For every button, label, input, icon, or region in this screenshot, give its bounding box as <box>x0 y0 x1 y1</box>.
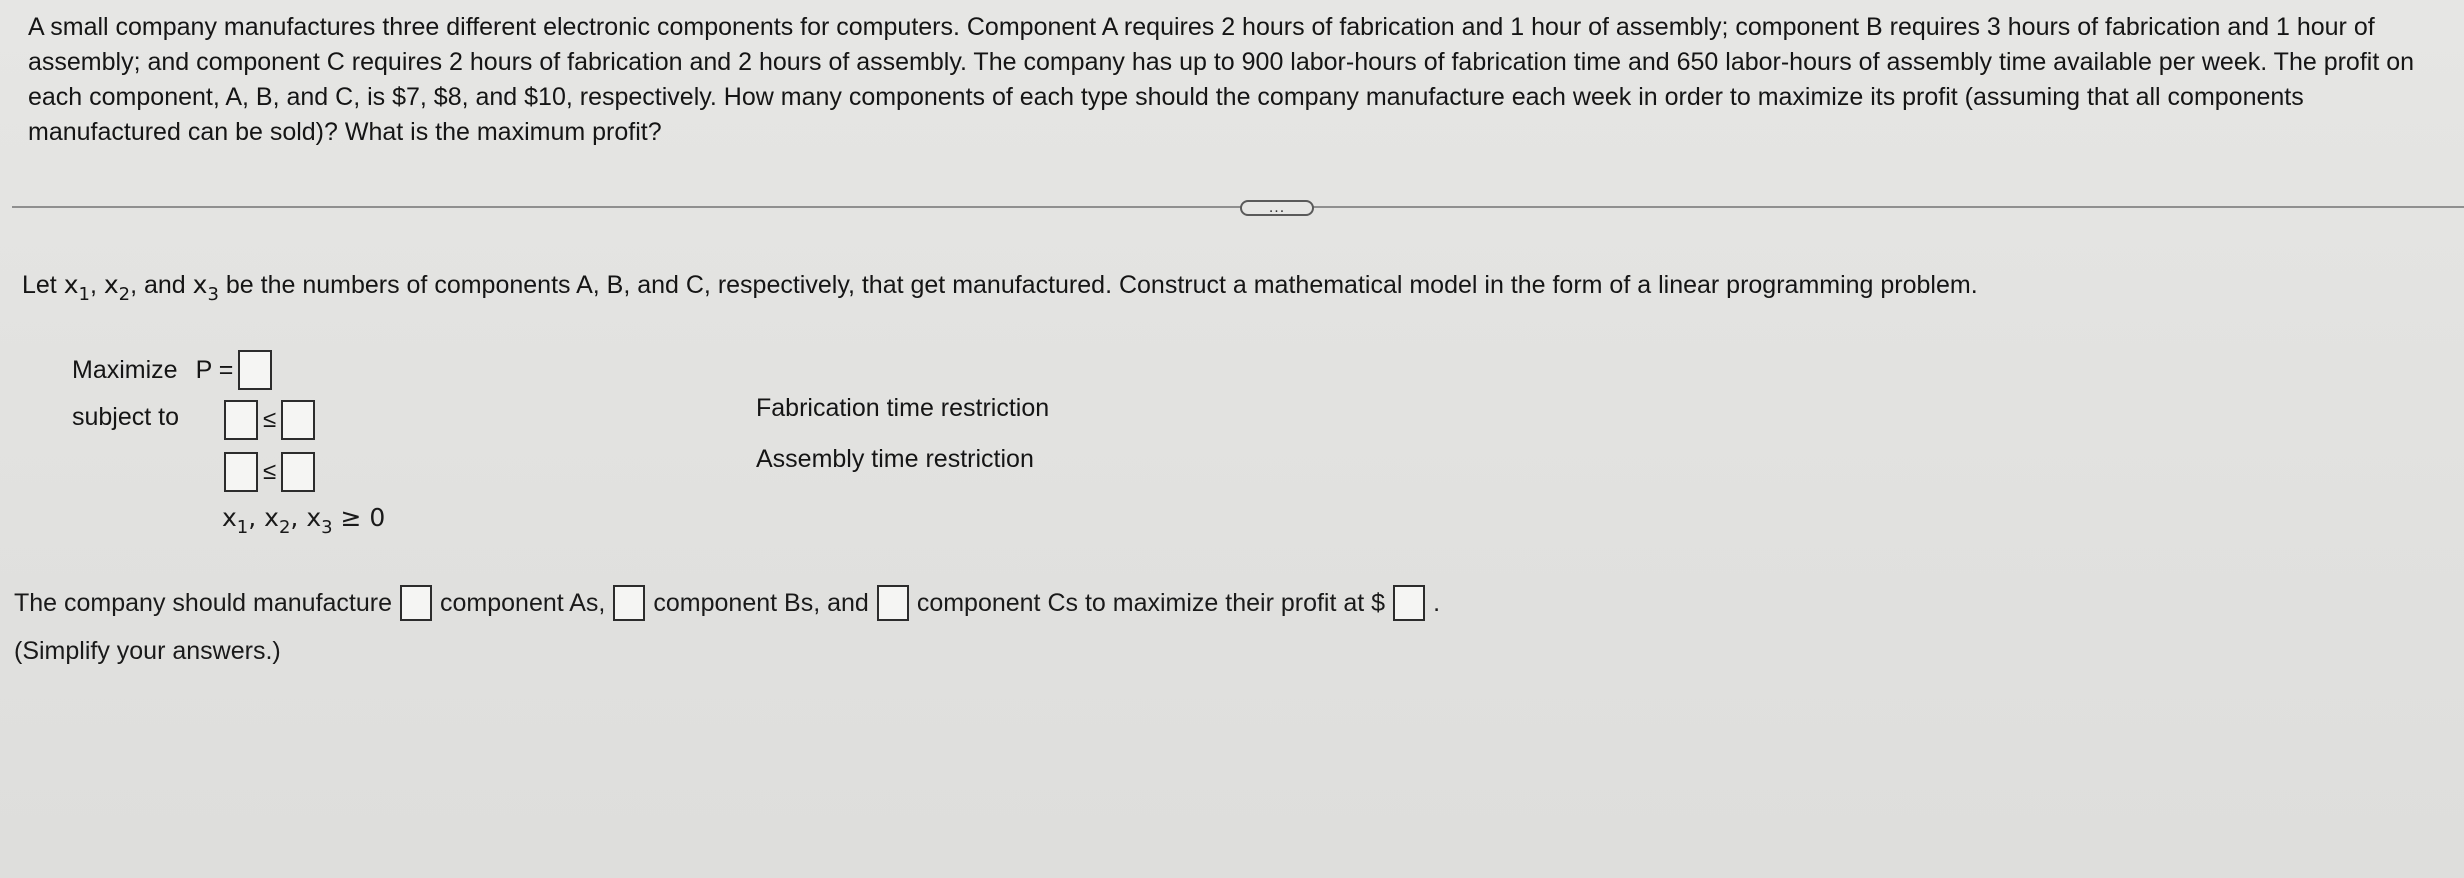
component-a-answer-box[interactable] <box>400 585 432 621</box>
answer-text-part-4: component Cs to maximize their profit at $ <box>916 589 1386 617</box>
maximize-label: Maximize <box>72 355 178 384</box>
assembly-lhs-box[interactable] <box>224 452 258 492</box>
ellipsis-icon: ... <box>1268 199 1286 216</box>
intro-prefix: Let <box>22 271 64 299</box>
objective-answer-box[interactable] <box>238 350 272 390</box>
fabrication-rhs-box[interactable] <box>281 400 315 440</box>
intro-suffix: be the numbers of components A, B, and C, respectively, that get manufactured. Construct a mathematical model in the form of a linear programming problem. <box>218 271 1978 299</box>
maximum-profit-answer-box[interactable] <box>1393 585 1425 621</box>
assembly-restriction-label: Assembly time restriction <box>756 445 1034 473</box>
component-b-answer-box[interactable] <box>613 585 645 621</box>
fabrication-restriction-label: Fabrication time restriction <box>756 394 1050 422</box>
model-instructions: Let $x_1$, $x_2$, and $x_3$ be the numbers of components A, B, and C, respectively, that get manufactured. Construct a mathematical model in the form of a linear programming problem. <box>22 270 1978 305</box>
objective-prefix: P = <box>195 355 234 384</box>
subject-to-label: subject to <box>72 403 180 431</box>
answer-text-part-1: The company should manufacture <box>14 589 392 617</box>
assembly-rhs-box[interactable] <box>281 452 315 492</box>
section-divider <box>12 199 2464 216</box>
subject-to-row <box>72 403 179 432</box>
problem-statement: A small company manufactures three different electronic components for computers. Component A requires 2 hours of fabrication and 1 hour of assembly; component B requires 3 hours of fabrication and 1 hour of assembly; and component C requires 2 hours of fabrication and 2 hours of assembly. The company has up to 900 labor-hours of fabrication time and 650 labor-hours of assembly time available per week. The profit on each component, A, B, and C, is $7, $8, and $10, respectively. How many components of each type should the company manufacture each week in order to maximize its profit (assuming that all components manufactured can be sold)? What is the maximum profit? <box>28 13 2415 146</box>
show-more-button[interactable] <box>1240 200 1314 216</box>
fabrication-constraint-row <box>224 400 315 440</box>
answer-text-part-5: . <box>1433 589 1441 617</box>
production-answer-sentence <box>14 585 1440 621</box>
nonnegativity-constraint: $x_1$, $x_2$, $x_3 \ge 0$ <box>222 503 386 538</box>
variable-x3: $x_3$ <box>192 270 219 305</box>
less-equal-symbol: ≤ <box>263 458 277 485</box>
variable-x2: $x_2$ <box>103 270 131 305</box>
component-c-answer-box[interactable] <box>877 585 909 621</box>
simplify-instruction: (Simplify your answers.) <box>14 637 281 665</box>
fabrication-lhs-box[interactable] <box>224 400 258 440</box>
divider-line <box>12 206 2464 208</box>
objective-row <box>72 350 272 390</box>
variable-x1: $x_1$ <box>63 270 90 305</box>
less-equal-symbol: ≤ <box>263 406 277 433</box>
answer-text-part-2: component As, <box>440 589 606 617</box>
answer-text-part-3: component Bs, and <box>653 589 869 617</box>
assembly-constraint-row <box>224 452 315 492</box>
